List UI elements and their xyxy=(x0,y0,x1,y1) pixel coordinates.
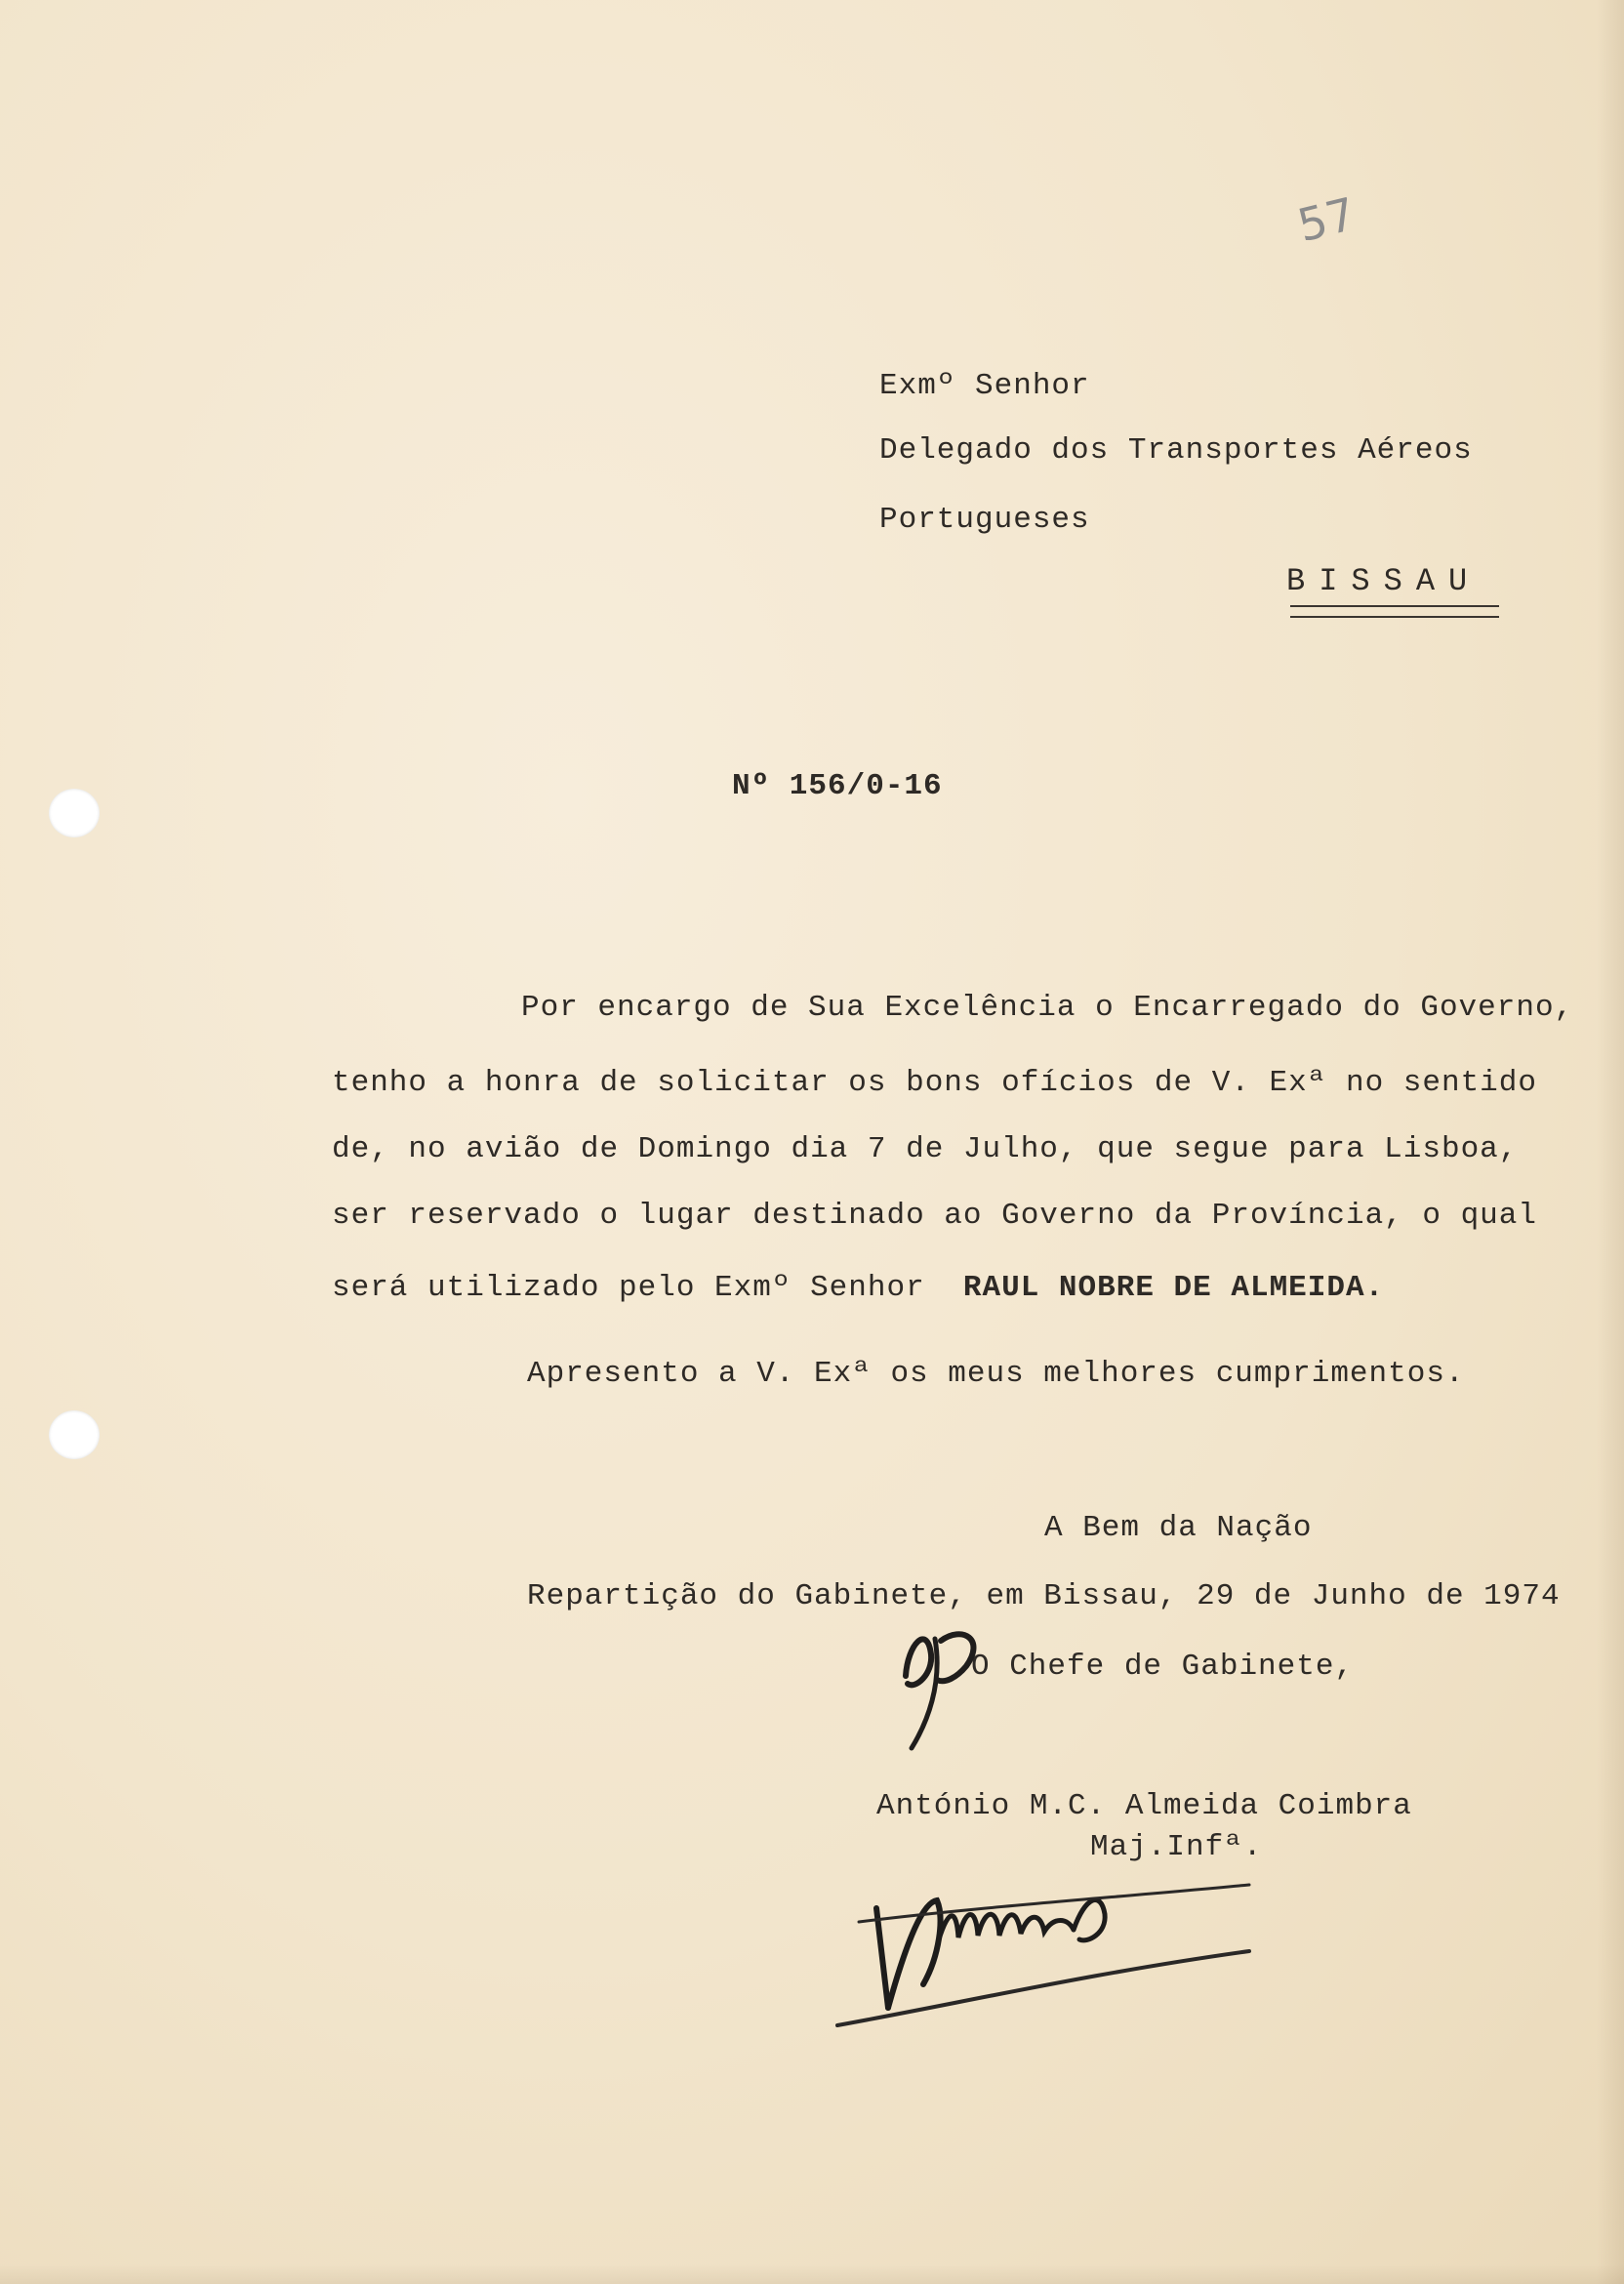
passenger-name: RAUL NOBRE DE ALMEIDA. xyxy=(962,1271,1385,1305)
greeting-line: Apresento a V. Exª os meus melhores cumprimentos. xyxy=(527,1357,1465,1391)
page-edge-shadow xyxy=(1597,0,1624,2284)
per-procuration-mark xyxy=(898,1615,1005,1752)
signatory-rank: Maj.Infª. xyxy=(1090,1830,1263,1864)
place-date-line: Repartição do Gabinete, em Bissau, 29 de Junho de 1974 xyxy=(527,1579,1561,1613)
reference-number: Nº 156/0-16 xyxy=(732,769,943,803)
addressee-line-1: Exmº Senhor xyxy=(879,369,1090,403)
signatory-role: O Chefe de Gabinete, xyxy=(971,1650,1355,1684)
body-line-5 xyxy=(332,1273,1384,1303)
city-double-underline xyxy=(1290,605,1499,618)
punch-hole-bottom xyxy=(49,1410,100,1459)
punch-hole-top xyxy=(49,789,100,837)
closing-motto: A Bem da Nação xyxy=(1044,1511,1313,1545)
body-line-3: de, no avião de Domingo dia 7 de Julho, que segue para Lisboa, xyxy=(332,1132,1519,1166)
body-line-2: tenho a honra de solicitar os bons ofícios de V. Exª no sentido xyxy=(332,1066,1537,1100)
addressee-line-3: Portugueses xyxy=(879,503,1090,537)
body-line-4: ser reservado o lugar destinado ao Governo da Província, o qual xyxy=(332,1199,1537,1233)
archive-number: 57 xyxy=(1292,186,1361,253)
signatory-name: António M.C. Almeida Coimbra xyxy=(876,1789,1412,1823)
handwritten-signature xyxy=(830,1879,1259,2035)
addressee-line-2: Delegado dos Transportes Aéreos xyxy=(879,433,1473,468)
page-bottom-shadow xyxy=(0,2264,1624,2284)
addressee-city: BISSAU xyxy=(1286,563,1482,599)
body-line-5-text: será utilizado pelo Exmº Senhor xyxy=(332,1271,925,1305)
body-line-1: Por encargo de Sua Excelência o Encarregado do Governo, xyxy=(521,991,1574,1025)
